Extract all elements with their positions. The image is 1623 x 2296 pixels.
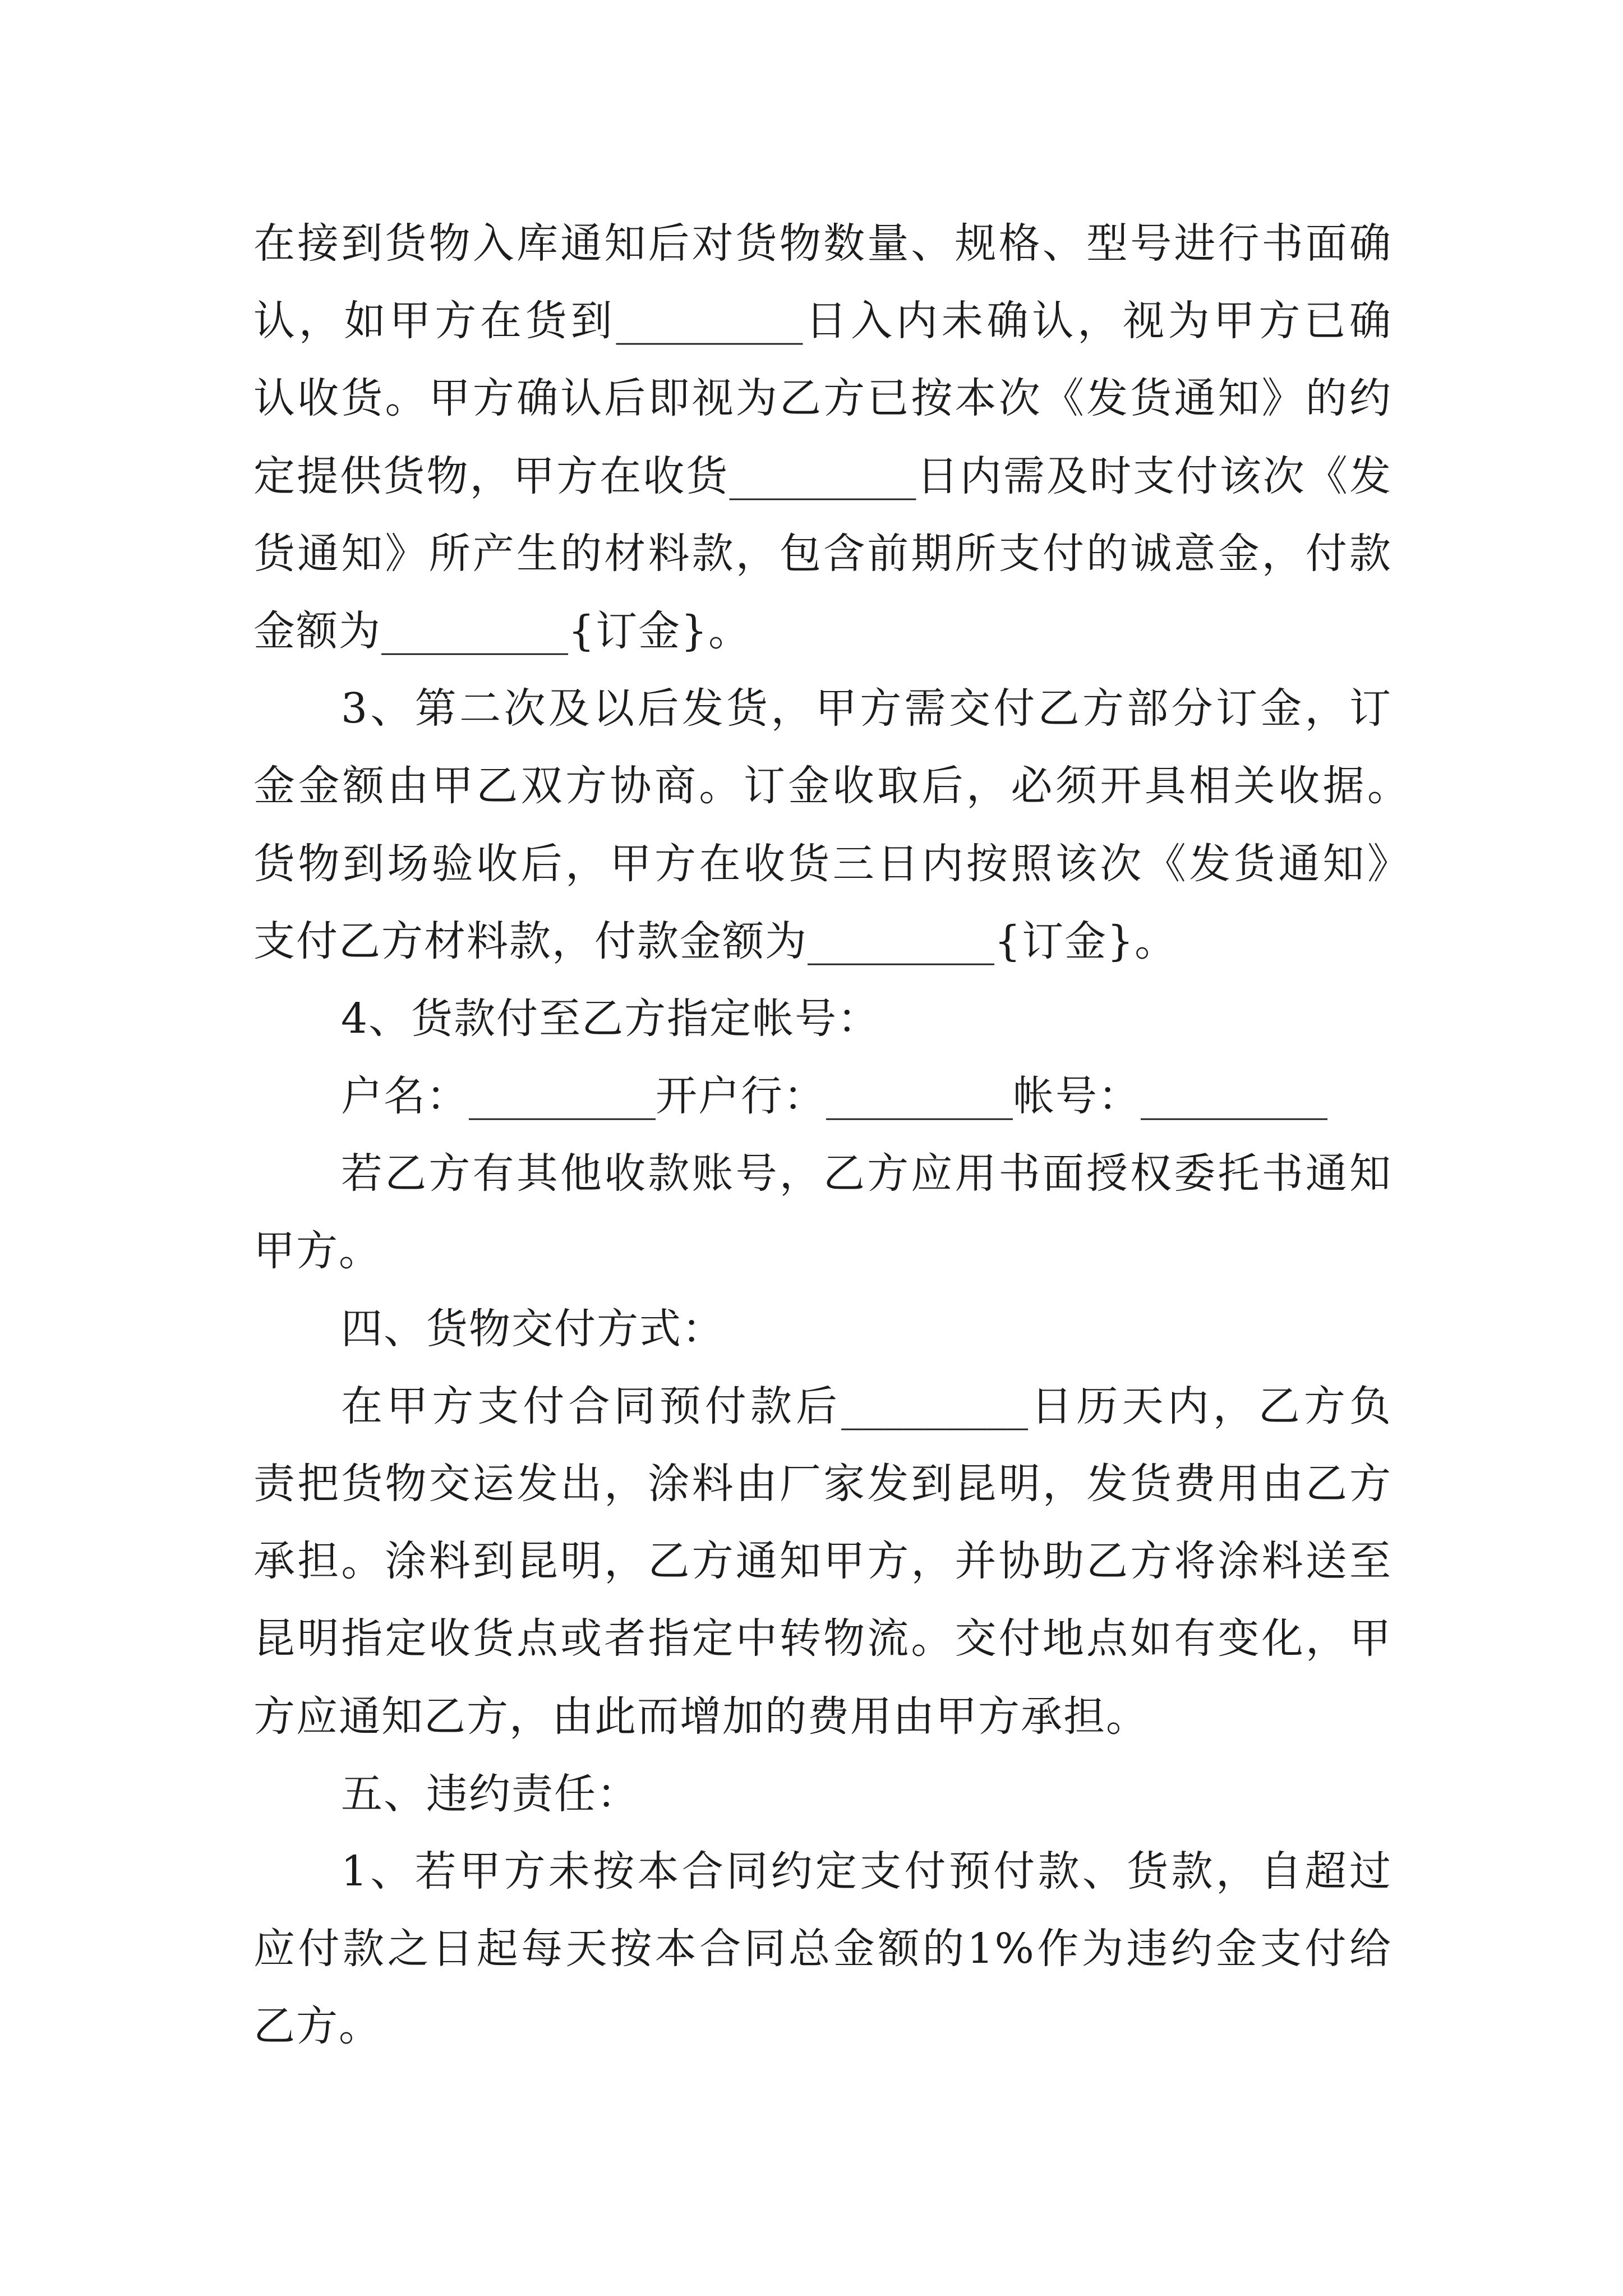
section-heading [253,1290,1392,1368]
line-text: 承担。涂料到昆明，乙方通知甲方，并协助乙方将涂料送至 [253,1537,1392,1586]
blank-field: _________ [808,917,994,965]
line-text: 昆明指定收货点或者指定中转物流。交付地点如有变化，甲 [253,1614,1392,1663]
bank-blank: _________ [826,1072,1013,1121]
line-text: 日入内未确认，视为甲方已确 [803,297,1393,346]
account-name-blank: _________ [469,1072,656,1121]
line-text: 认，如甲方在货到 [253,297,616,346]
line-text: 应付款之日起每天按本合同总金额的1%作为违约金支付给 [253,1925,1392,1973]
blank-field: _________ [616,297,803,346]
text-line [253,592,1392,670]
text-line [253,282,1392,360]
blank-field: _________ [729,452,916,500]
line-text: 1、若甲方未按本合同约定支付预付款、货款，自超过 [341,1847,1392,1895]
account-number-label: 帐号： [1013,1072,1141,1121]
line-text: {订金}。 [994,917,1178,965]
line-text: 4、货款付至乙方指定帐号： [341,994,880,1043]
bank-label: 开户行： [656,1072,826,1121]
account-number-blank: _________ [1141,1072,1327,1121]
line-text: 货物到场验收后，甲方在收货三日内按照该次《发货通知》 [253,839,1410,888]
line-text: 责把货物交运发出，涂料由厂家发到昆明，发货费用由乙方 [253,1460,1392,1508]
text-line [253,1135,1392,1212]
line-text: 认收货。甲方确认后即视为乙方已按本次《发货通知》的约 [253,374,1392,423]
text-line [253,670,1392,747]
blank-field: _________ [381,606,568,655]
heading-text: 五、违约责任： [341,1769,639,1818]
line-text: 金额为 [253,606,381,655]
line-text: 乙方。 [253,2002,381,2051]
line-text: {订金}。 [568,606,751,655]
text-line [253,1445,1392,1522]
line-text: 货通知》所产生的材料款，包含前期所支付的诚意金，付款 [253,529,1392,578]
line-text: 方应通知乙方，由此而增加的费用由甲方承担。 [253,1692,1149,1741]
line-text: 在接到货物入库通知后对货物数量、规格、型号进行书面确 [253,219,1392,268]
text-line [253,1833,1392,1910]
text-line [253,1987,1392,2065]
text-line [253,1910,1392,1987]
line-text: 3、第二次及以后发货，甲方需交付乙方部分订金，订 [341,684,1392,733]
text-line [253,360,1392,437]
line-text: 金金额由甲乙双方协商。订金收取后，必须开具相关收据。 [253,762,1410,811]
text-line [253,1678,1392,1755]
line-text: 日内需及时支付该次《发 [916,452,1392,500]
heading-text: 四、货物交付方式： [341,1304,725,1353]
text-line [253,825,1410,903]
text-line [253,1600,1392,1677]
section-heading [253,1755,1392,1833]
line-text: 若乙方有其他收款账号，乙方应用书面授权委托书通知 [341,1149,1392,1198]
text-line [253,980,1392,1057]
contract-body-text [253,205,1410,2065]
text-line [253,205,1392,282]
text-line [253,438,1392,515]
text-line [253,1212,1392,1290]
account-name-label: 户名： [341,1072,469,1121]
text-line [253,1522,1392,1600]
line-text: 日历天内，乙方负 [1028,1382,1393,1430]
line-text: 支付乙方材料款，付款金额为 [253,917,808,965]
line-text: 在甲方支付合同预付款后 [341,1382,842,1430]
line-text: 定提供货物，甲方在收货 [253,452,730,500]
line-text: 甲方。 [253,1227,381,1276]
text-line [253,515,1392,592]
text-line [253,1368,1392,1445]
text-line [253,747,1410,825]
text-line [253,903,1392,980]
bank-account-line [253,1057,1392,1135]
blank-field: _________ [841,1382,1029,1430]
